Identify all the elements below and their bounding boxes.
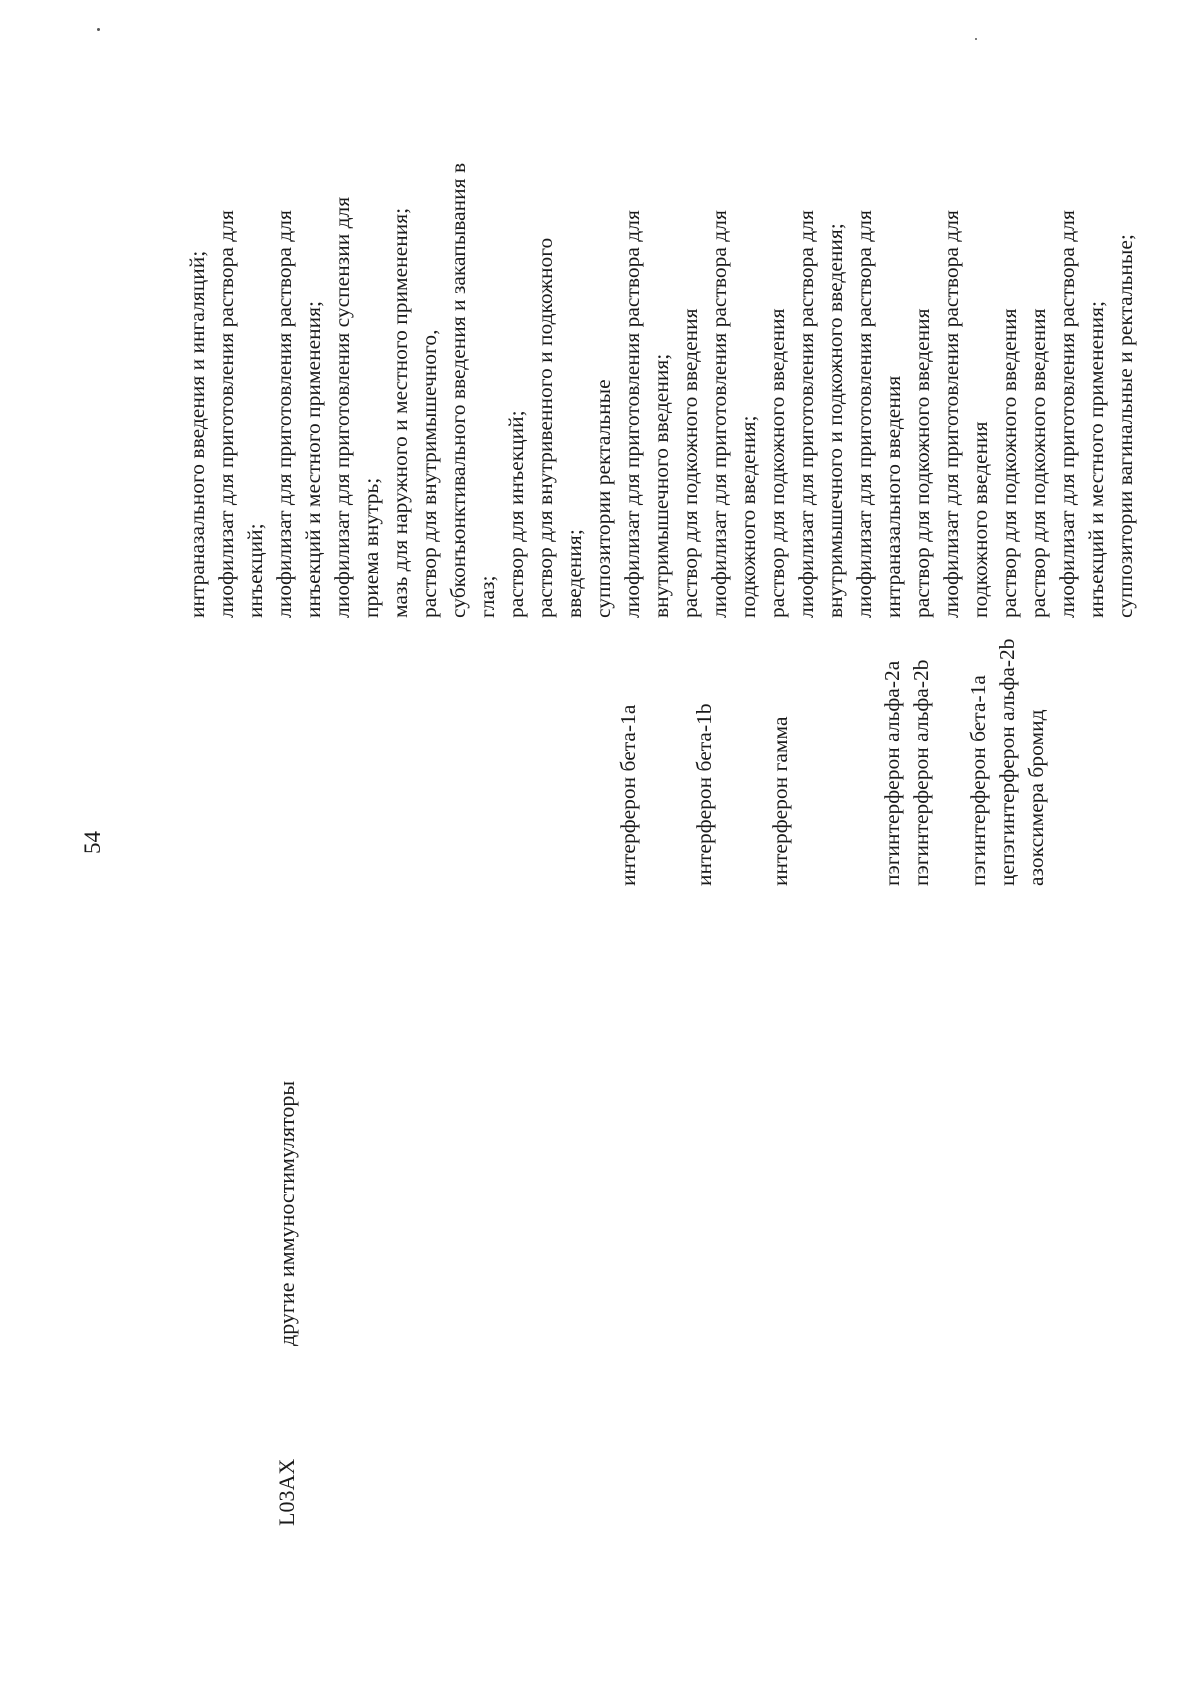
drug-group (690, 703, 719, 886)
drug-group (614, 705, 643, 886)
dosage-form-line: лиофилизат для приготовления раствора для (620, 210, 644, 618)
dosage-form-line: раствор для внутримышечного, (417, 329, 441, 618)
dosage-form-line: раствор для подкожного введения (997, 308, 1021, 618)
dosage-form-line: лиофилизат для приготовления раствора для (707, 210, 731, 618)
dosage-form-line: лиофилизат для приготовления раствора для (214, 210, 238, 618)
drug-name: цепэгинтерферон альфа-2b (995, 638, 1019, 886)
dosage-form-line: раствор для подкожного введения (678, 308, 702, 618)
dosage-form-line: суппозитории ректальные (591, 379, 615, 618)
drug-name: интерферон гамма (768, 716, 792, 886)
dosage-form-line: внутримышечного введения; (649, 353, 673, 618)
drug-group (766, 716, 795, 886)
dosage-form-line: раствор для подкожного введения (765, 308, 789, 618)
dosage-form-line: мазь для наружного и местного применения; (388, 207, 412, 618)
dosage-form-line: лиофилизат для приготовления раствора для (852, 210, 876, 618)
dosage-form-line: раствор для подкожного введения (1026, 308, 1050, 618)
dosage-form-line: лиофилизат для приготовления раствора для (939, 210, 963, 618)
drug-name: пэгинтерферон альфа-2a (880, 660, 904, 886)
atc-group-name: другие иммуностимуляторы (274, 1080, 299, 1346)
dosage-form-line: глаз; (475, 575, 499, 618)
drug-name: интерферон бета-1a (616, 704, 640, 886)
dosage-form-line: раствор для внутривенного и подкожного (533, 237, 557, 618)
dosage-form-line: раствор для инъекций; (504, 410, 528, 618)
drug-name: интерферон бета-1b (692, 703, 716, 886)
dosage-form-line: лиофилизат для приготовления раствора для (794, 210, 818, 618)
dosage-form-line: подкожного введения (968, 421, 992, 618)
dosage-form-line: лиофилизат для приготовления суспензии для (330, 196, 354, 618)
dosage-form-line: подкожного введения; (736, 415, 760, 618)
drug-group (964, 638, 1051, 886)
dosage-form-line: суппозитории вагинальные и ректальные; (1113, 234, 1137, 618)
dosage-form-line: инъекций; (243, 523, 267, 618)
drug-name: азоксимера бромид (1024, 709, 1048, 886)
dosage-form-line: раствор для подкожного введения (910, 308, 934, 618)
dosage-form-line: лиофилизат для приготовления раствора для (272, 210, 296, 618)
page-number: 54 (80, 831, 105, 854)
dosage-form-line: приема внутрь; (359, 477, 383, 618)
dosage-forms-column (183, 163, 1140, 618)
dosage-form-line: лиофилизат для приготовления раствора для (1055, 210, 1079, 618)
dosage-form-line: внутримышечного и подкожного введения; (823, 223, 847, 618)
atc-code: L03AX (274, 1458, 299, 1526)
drug-name: пэгинтерферон бета-1a (966, 675, 990, 886)
dosage-form-line: инъекций и местного применения; (301, 300, 325, 618)
drug-group (878, 659, 936, 886)
dosage-form-line: инъекций и местного применения; (1084, 300, 1108, 618)
dosage-form-line: введения; (562, 529, 586, 618)
drug-name: пэгинтерферон альфа-2b (909, 659, 933, 886)
dosage-form-line: интраназального введения и ингаляций; (185, 250, 209, 618)
dosage-form-line: субконъюнктивального введения и закапывания в (446, 162, 470, 618)
dosage-form-line: интраназального введения (881, 375, 905, 618)
